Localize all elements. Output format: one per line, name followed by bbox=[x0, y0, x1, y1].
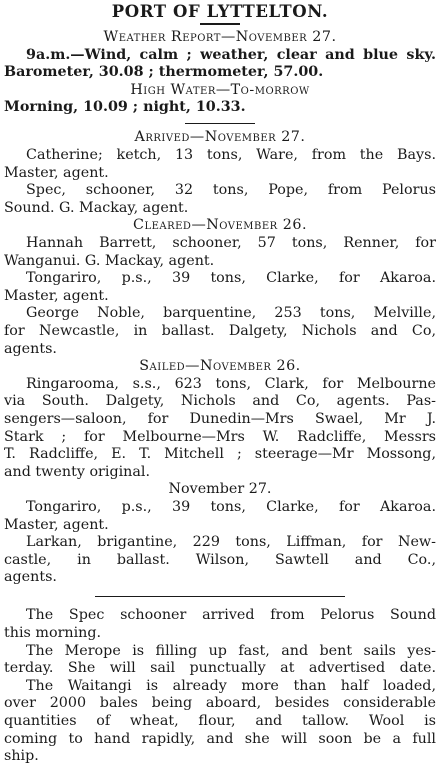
cleared-heading: Cleared—November 26. bbox=[133, 217, 307, 234]
sailed-line: Stark ; for Melbourne—Mrs W. Radcliffe, Messrs bbox=[4, 428, 436, 445]
cleared-line: Hannah Barrett, schooner, 57 tons, Renner, for bbox=[26, 235, 436, 252]
news-line: this morning. bbox=[4, 625, 102, 641]
sailed-line: and twenty original. bbox=[4, 463, 151, 480]
title-rule bbox=[200, 23, 240, 25]
news-line: The Waitangi is already more than half loaded, bbox=[26, 677, 436, 694]
cleared-line: agents. bbox=[4, 340, 57, 357]
weather-line: Barometer, 30.08 ; thermometer, 57.00. bbox=[4, 64, 324, 81]
news-line: The Spec schooner arrived from Pelorus Sound bbox=[26, 607, 436, 624]
news-line: coming to hand rapidly, and she will soon be a full bbox=[4, 730, 436, 747]
arrived-heading: Arrived—November 27. bbox=[134, 129, 306, 146]
sailed-subheading: November 27. bbox=[168, 481, 272, 498]
sailed-heading: Sailed—November 26. bbox=[139, 358, 301, 375]
sailed-line: Ringarooma, s.s., 623 tons, Clark, for Melbourne bbox=[26, 375, 436, 392]
arrived-line: Spec, schooner, 32 tons, Pope, from Pelorus bbox=[26, 182, 436, 199]
news-line: ship. bbox=[4, 748, 39, 765]
sailed-line: sengers—saloon, for Dunedin—Mrs Swael, Mr J. bbox=[4, 410, 436, 427]
arrived-line: Catherine; ketch, 13 tons, Ware, from the Bays. bbox=[26, 147, 436, 164]
news-line: quantities of wheat, flour, and tallow. Wool is bbox=[4, 712, 436, 729]
sailed-line: castle, in ballast. Wilson, Sawtell and Co., bbox=[4, 551, 436, 568]
weather-heading: Weather Report—November 27. bbox=[103, 29, 337, 45]
section-rule bbox=[185, 123, 255, 125]
news-line: terday. She will sail punctually at advertised date. bbox=[4, 660, 436, 677]
sailed-line: agents. bbox=[4, 569, 57, 586]
cleared-line: for Newcastle, in ballast. Dalgety, Nichols and Co, bbox=[4, 323, 436, 339]
news-line: over 2000 bales being aboard, besides considerable bbox=[4, 695, 436, 712]
cleared-line: Wanganui. G. Mackay, agent. bbox=[4, 252, 215, 269]
page-title: PORT OF LYTTELTON. bbox=[111, 2, 329, 21]
sailed-line: Larkan, brigantine, 229 tons, Liffman, for New- bbox=[26, 534, 436, 551]
arrived-line: Sound. G. Mackay, agent. bbox=[4, 199, 189, 216]
sailed-line: Tongariro, p.s., 39 tons, Clarke, for Akaroa. bbox=[26, 498, 436, 515]
sailed-line: Master, agent. bbox=[4, 516, 109, 533]
sailed-line: via South. Dalgety, Nichols and Co, agents. Pas- bbox=[4, 393, 436, 410]
cleared-line: Master, agent. bbox=[4, 287, 109, 304]
news-rule bbox=[95, 596, 345, 598]
sailed-line: T. Radcliffe, E. T. Mitchell ; steerage—Mr Mossong, bbox=[4, 446, 436, 463]
weather-line: 9a.m.—Wind, calm ; weather, clear and blue sky. bbox=[26, 46, 436, 63]
arrived-line: Master, agent. bbox=[4, 164, 109, 181]
cleared-line: Tongariro, p.s., 39 tons, Clarke, for Akaroa. bbox=[26, 270, 436, 287]
high-water-line: Morning, 10.09 ; night, 10.33. bbox=[4, 99, 246, 116]
cleared-line: George Noble, barquentine, 253 tons, Melville, bbox=[26, 305, 436, 322]
news-line: The Merope is filling up fast, and bent sails yes- bbox=[26, 642, 436, 659]
high-water-heading: High Water—To-morrow bbox=[130, 81, 310, 98]
newspaper-column bbox=[0, 2, 440, 776]
